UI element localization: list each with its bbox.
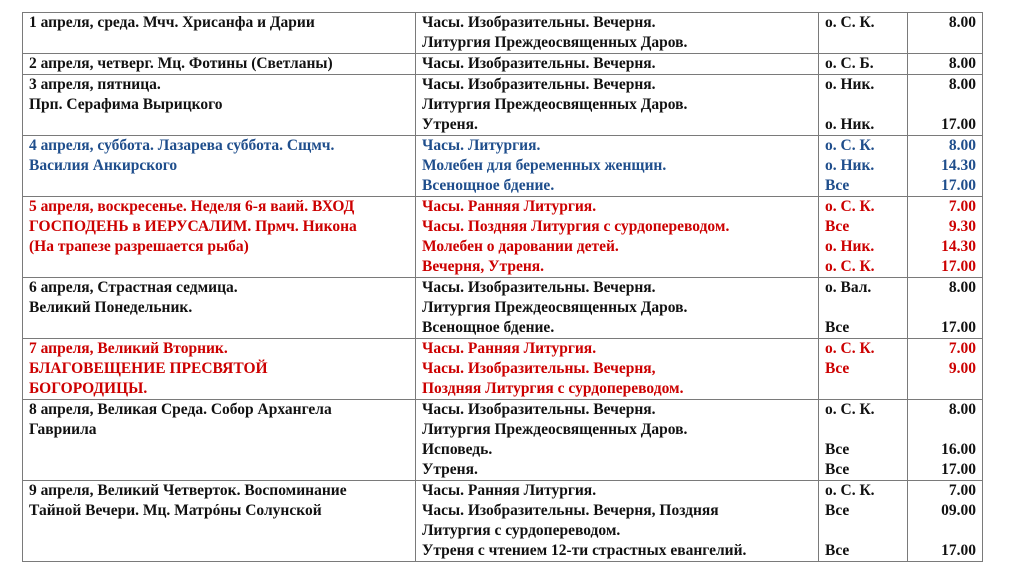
services-cell bbox=[416, 339, 819, 400]
time-line bbox=[914, 379, 976, 399]
time-line bbox=[914, 521, 976, 541]
priest-line: Все bbox=[825, 177, 850, 194]
time-cell bbox=[908, 278, 983, 339]
day-text-line: 2 апреля, четверг. Мц. Фотины (Светланы) bbox=[29, 55, 333, 72]
day-text-line: 4 апреля, суббота. Лазарева суббота. Сщмч. bbox=[29, 137, 335, 154]
priest-line bbox=[825, 521, 901, 541]
time-line: 8.00 bbox=[948, 14, 976, 31]
service-line: Литургия Преждеосвященных Даров. bbox=[422, 96, 688, 113]
priest-line: о. С. К. bbox=[825, 340, 875, 357]
time-line: 16.00 bbox=[941, 441, 976, 458]
priest-line: о. С. К. bbox=[825, 482, 875, 499]
day-text-line bbox=[29, 460, 409, 480]
priest-cell bbox=[819, 54, 908, 75]
schedule-row bbox=[23, 13, 983, 54]
priest-cell bbox=[819, 400, 908, 481]
priest-line: Все bbox=[825, 461, 850, 478]
time-line: 9.30 bbox=[948, 218, 976, 235]
day-text-line: (На трапезе разрешается рыба) bbox=[29, 238, 249, 255]
time-line: 14.30 bbox=[941, 238, 976, 255]
day-text-line: Великий Понедельник. bbox=[29, 299, 193, 316]
services-cell bbox=[416, 197, 819, 278]
time-cell bbox=[908, 481, 983, 562]
service-line: Часы. Ранняя Литургия. bbox=[422, 198, 597, 215]
priest-line: о. Ник. bbox=[825, 116, 875, 133]
time-line: 7.00 bbox=[948, 482, 976, 499]
priest-line: о. С. Б. bbox=[825, 55, 874, 72]
services-cell bbox=[416, 13, 819, 54]
day-cell bbox=[23, 481, 416, 562]
services-cell bbox=[416, 75, 819, 136]
day-text-line: БЛАГОВЕЩЕНИЕ ПРЕСВЯТОЙ bbox=[29, 360, 268, 377]
day-cell bbox=[23, 136, 416, 197]
day-cell bbox=[23, 278, 416, 339]
time-line: 7.00 bbox=[948, 198, 976, 215]
day-text-line bbox=[29, 541, 409, 561]
priest-line: Все bbox=[825, 360, 850, 377]
schedule-row bbox=[23, 136, 983, 197]
day-cell bbox=[23, 54, 416, 75]
time-line bbox=[914, 95, 976, 115]
priest-line: о. Ник. bbox=[825, 157, 875, 174]
service-line: Часы. Изобразительны. Вечерня. bbox=[422, 76, 656, 93]
time-cell bbox=[908, 197, 983, 278]
service-line: Поздняя Литургия с сурдопереводом. bbox=[422, 380, 684, 397]
service-line: Литургия Преждеосвященных Даров. bbox=[422, 299, 688, 316]
priest-line: о. С. К. bbox=[825, 401, 875, 418]
time-line: 7.00 bbox=[948, 340, 976, 357]
time-line: 8.00 bbox=[948, 137, 976, 154]
service-line: Утреня с чтением 12-ти страстных евангелий. bbox=[422, 542, 747, 559]
service-line: Часы. Ранняя Литургия. bbox=[422, 340, 597, 357]
services-cell bbox=[416, 54, 819, 75]
schedule-row bbox=[23, 278, 983, 339]
services-cell bbox=[416, 481, 819, 562]
service-line: Литургия с сурдопереводом. bbox=[422, 522, 621, 539]
day-cell bbox=[23, 75, 416, 136]
service-line: Молебен для беременных женщин. bbox=[422, 157, 667, 174]
schedule-row bbox=[23, 400, 983, 481]
priest-line bbox=[825, 420, 901, 440]
time-line: 09.00 bbox=[941, 502, 976, 519]
time-line bbox=[914, 420, 976, 440]
time-line bbox=[914, 33, 976, 53]
service-line: Часы. Изобразительны. Вечерня. bbox=[422, 14, 656, 31]
day-text-line: 3 апреля, пятница. bbox=[29, 76, 161, 93]
priest-cell bbox=[819, 75, 908, 136]
priest-line: о. Вал. bbox=[825, 279, 872, 296]
service-line: Часы. Поздняя Литургия с сурдопереводом. bbox=[422, 218, 730, 235]
time-cell bbox=[908, 136, 983, 197]
day-text-line bbox=[29, 257, 409, 277]
priest-cell bbox=[819, 197, 908, 278]
service-line: Литургия Преждеосвященных Даров. bbox=[422, 34, 688, 51]
time-line: 14.30 bbox=[941, 157, 976, 174]
priest-line: Все bbox=[825, 441, 850, 458]
day-text-line: Тайной Вечери. Мц. Матрóны Солунской bbox=[29, 502, 322, 519]
service-line: Часы. Ранняя Литургия. bbox=[422, 482, 597, 499]
day-text-line: 5 апреля, воскресенье. Неделя 6-я ваий. ВХОД bbox=[29, 198, 355, 215]
day-cell bbox=[23, 339, 416, 400]
priest-cell bbox=[819, 278, 908, 339]
priest-line bbox=[825, 95, 901, 115]
day-text-line: ГОСПОДЕНЬ в ИЕРУСАЛИМ. Прмч. Никона bbox=[29, 218, 357, 235]
service-line: Молебен о даровании детей. bbox=[422, 238, 619, 255]
time-cell bbox=[908, 339, 983, 400]
service-line: Всенощное бдение. bbox=[422, 177, 555, 194]
day-text-line: Василия Анкирского bbox=[29, 157, 178, 174]
day-text-line: 1 апреля, среда. Мчч. Хрисанфа и Дарии bbox=[29, 14, 315, 31]
time-line: 17.00 bbox=[941, 461, 976, 478]
service-line: Всенощное бдение. bbox=[422, 319, 555, 336]
priest-line: о. Ник. bbox=[825, 238, 875, 255]
time-line: 8.00 bbox=[948, 76, 976, 93]
time-line: 17.00 bbox=[941, 116, 976, 133]
priest-line: о. С. К. bbox=[825, 198, 875, 215]
schedule-row bbox=[23, 339, 983, 400]
service-schedule-table bbox=[22, 12, 983, 562]
priest-line: о. С. К. bbox=[825, 258, 875, 275]
time-cell bbox=[908, 400, 983, 481]
day-text-line: 8 апреля, Великая Среда. Собор Архангела bbox=[29, 401, 332, 418]
service-line: Часы. Изобразительны. Вечерня. bbox=[422, 279, 656, 296]
day-text-line bbox=[29, 176, 409, 196]
schedule-row bbox=[23, 75, 983, 136]
service-line: Часы. Изобразительны. Вечерня. bbox=[422, 55, 656, 72]
services-cell bbox=[416, 136, 819, 197]
service-line: Часы. Изобразительны. Вечерня, Поздняя bbox=[422, 502, 719, 519]
service-line: Часы. Литургия. bbox=[422, 137, 541, 154]
day-cell bbox=[23, 400, 416, 481]
day-text-line bbox=[29, 115, 409, 135]
priest-cell bbox=[819, 13, 908, 54]
time-line: 8.00 bbox=[948, 279, 976, 296]
time-line: 17.00 bbox=[941, 319, 976, 336]
priest-line bbox=[825, 379, 901, 399]
priest-cell bbox=[819, 481, 908, 562]
service-line: Утреня. bbox=[422, 116, 478, 133]
priest-line: о. С. К. bbox=[825, 14, 875, 31]
schedule-row bbox=[23, 481, 983, 562]
time-cell bbox=[908, 13, 983, 54]
priest-line: Все bbox=[825, 542, 850, 559]
time-line: 9.00 bbox=[948, 360, 976, 377]
time-line: 17.00 bbox=[941, 542, 976, 559]
service-line: Исповедь. bbox=[422, 441, 493, 458]
service-line: Часы. Изобразительны. Вечерня, bbox=[422, 360, 656, 377]
day-cell bbox=[23, 197, 416, 278]
day-text-line: БОГОРОДИЦЫ. bbox=[29, 380, 148, 397]
priest-line: о. Ник. bbox=[825, 76, 875, 93]
day-text-line: 9 апреля, Великий Четверток. Воспоминание bbox=[29, 482, 347, 499]
priest-line bbox=[825, 33, 901, 53]
day-text-line bbox=[29, 318, 409, 338]
time-line bbox=[914, 298, 976, 318]
service-line: Часы. Изобразительны. Вечерня. bbox=[422, 401, 656, 418]
priest-line: о. С. К. bbox=[825, 137, 875, 154]
priest-line: Все bbox=[825, 319, 850, 336]
services-cell bbox=[416, 400, 819, 481]
schedule-row bbox=[23, 54, 983, 75]
day-text-line bbox=[29, 440, 409, 460]
time-cell bbox=[908, 75, 983, 136]
priest-line: Все bbox=[825, 502, 850, 519]
service-line: Литургия Преждеосвященных Даров. bbox=[422, 421, 688, 438]
day-cell bbox=[23, 13, 416, 54]
day-text-line: 6 апреля, Страстная седмица. bbox=[29, 279, 238, 296]
time-cell bbox=[908, 54, 983, 75]
day-text-line bbox=[29, 521, 409, 541]
day-text-line: 7 апреля, Великий Вторник. bbox=[29, 340, 228, 357]
time-line: 8.00 bbox=[948, 55, 976, 72]
schedule-body bbox=[23, 13, 983, 562]
priest-line bbox=[825, 298, 901, 318]
time-line: 17.00 bbox=[941, 258, 976, 275]
service-line: Утреня. bbox=[422, 461, 478, 478]
services-cell bbox=[416, 278, 819, 339]
priest-line: Все bbox=[825, 218, 850, 235]
priest-cell bbox=[819, 339, 908, 400]
priest-cell bbox=[819, 136, 908, 197]
time-line: 17.00 bbox=[941, 177, 976, 194]
day-text-line: Гавриила bbox=[29, 421, 97, 438]
schedule-row bbox=[23, 197, 983, 278]
day-text-line: Прп. Серафима Вырицкого bbox=[29, 96, 223, 113]
time-line: 8.00 bbox=[948, 401, 976, 418]
day-text-line bbox=[29, 33, 409, 53]
service-line: Вечерня, Утреня. bbox=[422, 258, 545, 275]
